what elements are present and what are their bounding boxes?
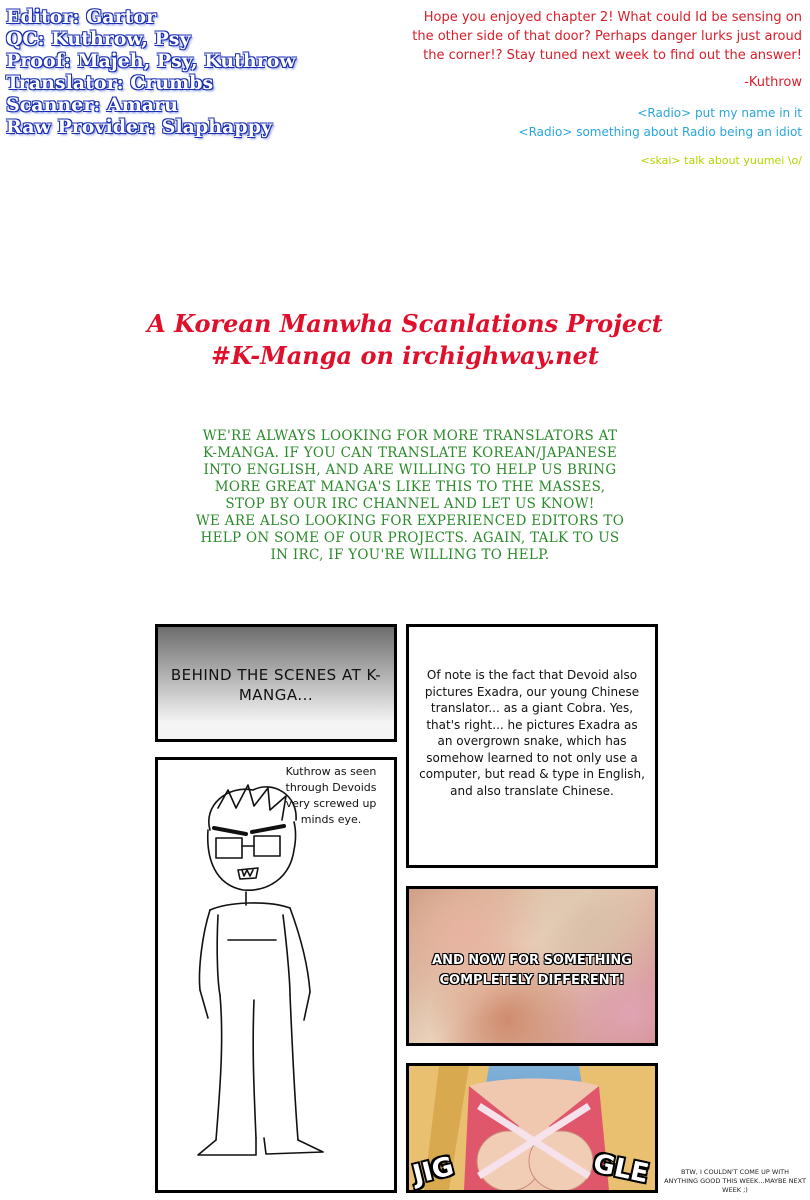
credit-translator: Translator: Crumbs <box>6 72 214 94</box>
sfx-gle: GLE <box>590 1148 652 1190</box>
credit-raw-provider: Raw Provider: Slaphappy <box>6 116 273 138</box>
panel-jiggle <box>406 1063 658 1193</box>
release-notes <box>402 8 802 167</box>
note-skai-quote: <skai> talk about yuumei \o/ <box>640 154 802 167</box>
project-title: A Korean Manwha Scanlations Project <box>147 309 663 338</box>
panel-behind-the-scenes <box>155 624 397 742</box>
note-radio-quote-2: <Radio> something about Radio being an idiot <box>518 125 802 139</box>
credit-editor: Editor: Gartor <box>6 6 157 28</box>
kuthrow-caption: Kuthrow as seen through Devoids very screwed up minds eye. <box>285 765 377 826</box>
btw-note: BTW, I COULDN'T COME UP WITH ANYTHING GOOD THIS WEEK...MAYBE NEXT WEEK ;) <box>664 1168 806 1194</box>
behind-the-scenes-text: BEHIND THE SCENES AT K-MANGA... <box>170 666 382 704</box>
credit-proof: Proof: Majeh, Psy, Kuthrow <box>6 50 296 72</box>
note-signature: -Kuthrow <box>744 75 802 90</box>
recruitment-notice <box>195 428 625 564</box>
sfx-jig: JIG <box>409 1151 457 1191</box>
note-main: Hope you enjoyed chapter 2! What could Id be sensing on the other side of that door? Perhaps danger lurks just aroud the corner!? Stay tuned next week to find out the answer! <box>412 10 802 63</box>
recruit-translators: WE'RE ALWAYS LOOKING FOR MORE TRANSLATORS AT K-MANGA. IF YOU CAN TRANSLATE KOREAN/JAPANESE INTO ENGLISH, AND ARE WILLING TO HELP US BRING MORE GREAT MANGA'S LIKE THIS TO THE MASSES, STOP BY OUR IRC CHANNEL AND LET US KNOW! <box>202 428 618 512</box>
recruit-editors: WE ARE ALSO LOOKING FOR EXPERIENCED EDITORS TO HELP ON SOME OF OUR PROJECTS. AGAIN, TALK TO US IN IRC, IF YOU'RE WILLING TO HELP. <box>195 513 625 563</box>
project-irc-channel: #K-Manga on irchighway.net <box>211 341 599 370</box>
note-radio-quote-1: <Radio> put my name in it <box>637 106 802 120</box>
exadra-note-text: Of note is the fact that Devoid also pictures Exadra, our young Chinese translator... as a giant Cobra. Yes, that's right... he pictures Exadra as an overgrown snake, which has somehow learned to not only use a computer, but read & type in English, and also translate Chinese. <box>419 668 645 798</box>
panel-kuthrow-sketch <box>155 757 397 1193</box>
panel-something-different <box>406 886 658 1046</box>
project-header <box>0 308 810 372</box>
credit-scanner: Scanner: Amaru <box>6 94 178 116</box>
credit-qc: QC: Kuthrow, Psy <box>6 28 191 50</box>
something-different-text: AND NOW FOR SOMETHING COMPLETELY DIFFERENT! <box>432 953 632 988</box>
credits-block <box>6 6 306 138</box>
panel-exadra-note <box>406 624 658 868</box>
